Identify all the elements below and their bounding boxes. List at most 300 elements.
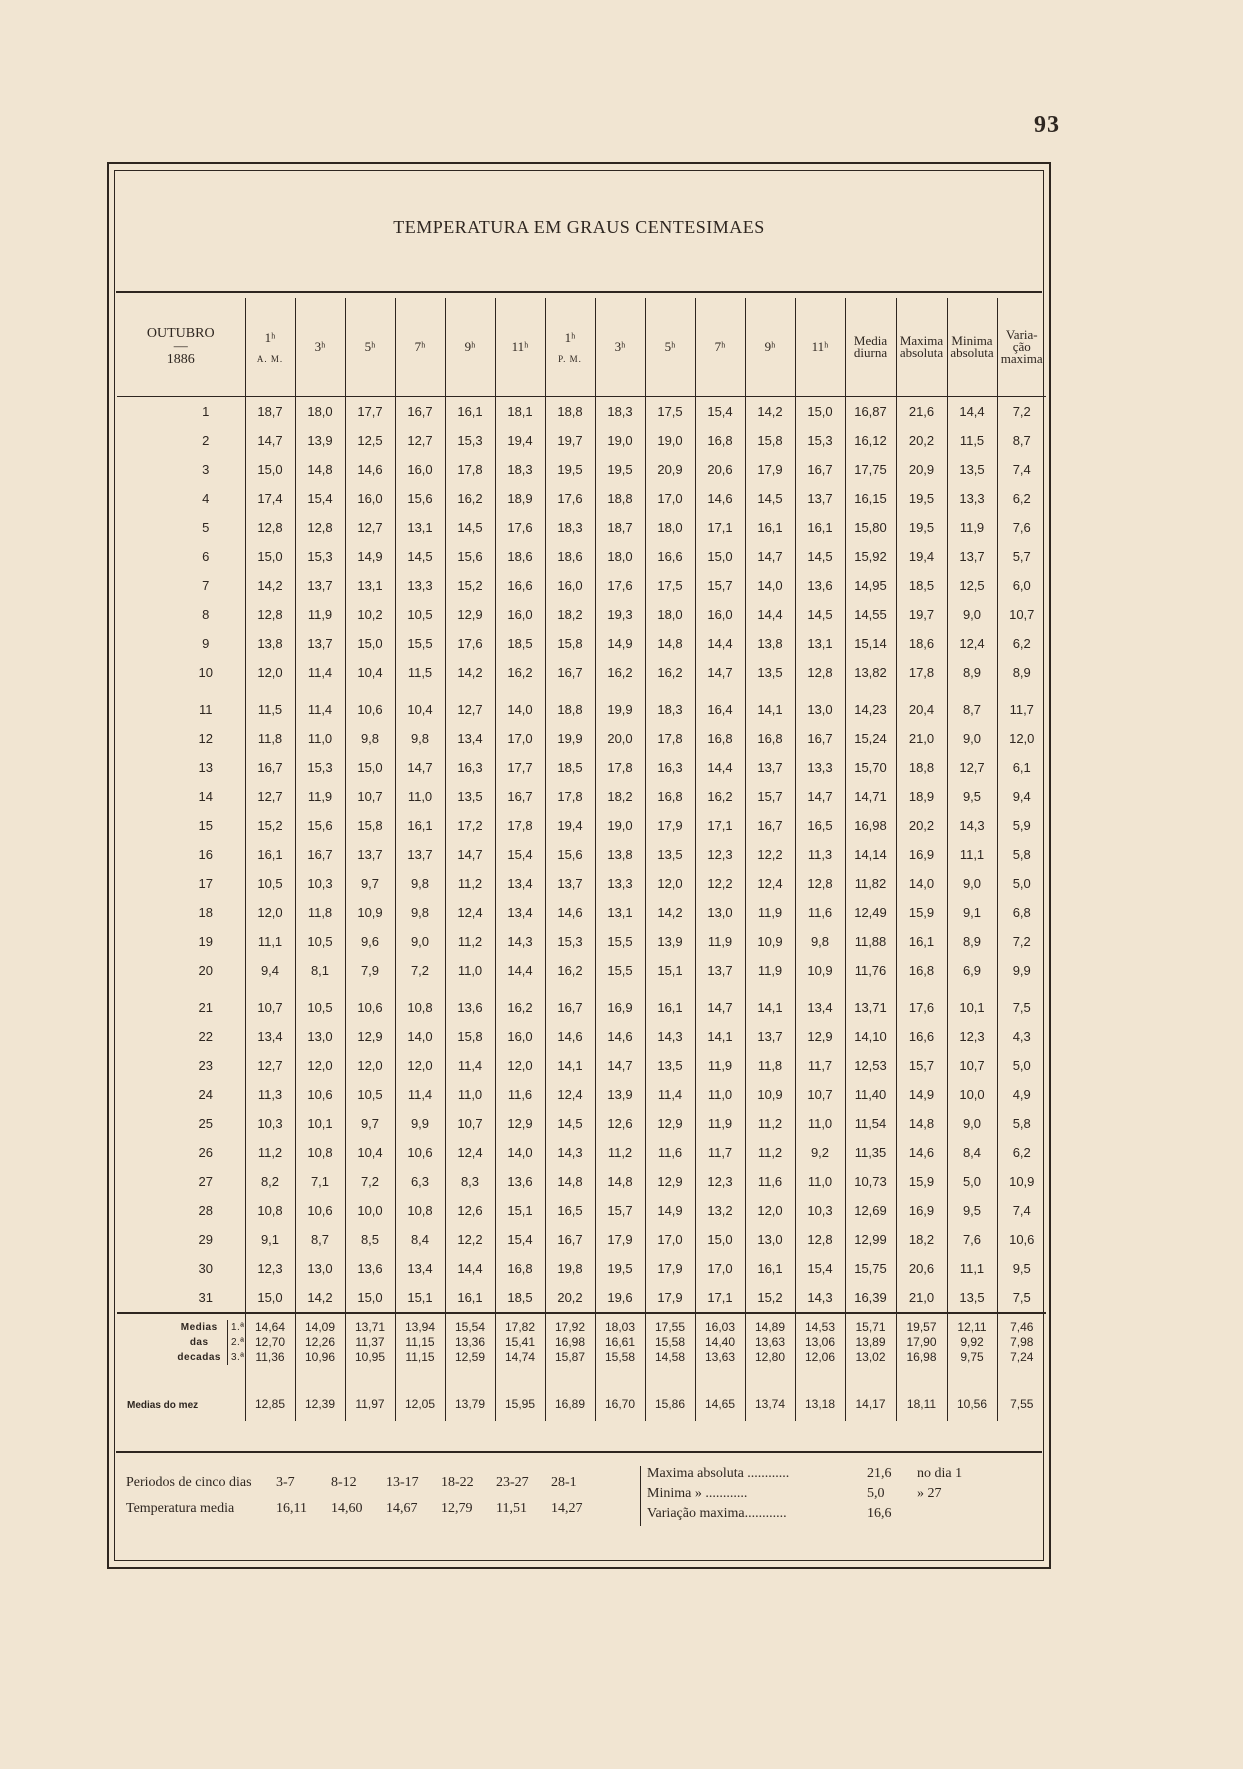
decade-cell	[745, 1313, 795, 1371]
table-cell: 13,7	[395, 840, 445, 869]
table-cell: 17,1	[695, 811, 745, 840]
gap-cell	[795, 687, 845, 695]
period-temp: 14,27	[551, 1501, 583, 1516]
decade-value: 7,24	[1010, 1350, 1034, 1364]
table-cell: 10,6	[295, 1196, 345, 1225]
day-number: 7	[202, 578, 210, 593]
gap-cell	[445, 985, 495, 993]
table-cell: 11,9	[947, 513, 997, 542]
table-cell: 16,7	[545, 1225, 595, 1254]
day-number: 9	[202, 636, 210, 651]
table-cell: 12,7	[947, 753, 997, 782]
table-cell: 13,7	[745, 1022, 795, 1051]
periods-label: Periodos de cinco dias	[126, 1475, 252, 1490]
hour-header: 11ʰ	[795, 298, 845, 397]
table-cell: 17,7	[495, 753, 545, 782]
period-range: 13-17	[386, 1475, 419, 1490]
table-cell: 8,5	[345, 1225, 395, 1254]
table-cell: 11,5	[395, 658, 445, 687]
gap-cell	[695, 687, 745, 695]
decade-value: 12,70	[254, 1335, 286, 1349]
periods-line	[126, 1470, 606, 1496]
maxima-header: Maxima absoluta	[896, 298, 947, 397]
table-cell: 16,7	[545, 658, 595, 687]
period-range: 8-12	[331, 1475, 357, 1490]
decade-value: 15,54	[454, 1320, 486, 1334]
table-cell: 11,4	[295, 658, 345, 687]
table-cell: 18,5	[495, 1283, 545, 1313]
decade-label-line: das	[189, 1337, 209, 1348]
decade-value: 14,64	[254, 1320, 286, 1334]
decade-cell	[695, 1313, 745, 1371]
table-cell: 17,5	[645, 571, 695, 600]
table-cell: 18,5	[545, 753, 595, 782]
table-cell: 7,2	[345, 1167, 395, 1196]
table-row	[117, 1196, 1046, 1225]
table-cell: 14,0	[495, 1138, 545, 1167]
table-cell: 11,3	[795, 840, 845, 869]
day-number: 18	[198, 905, 213, 920]
monthly-value: 13,18	[795, 1371, 845, 1421]
table-cell: 10,6	[997, 1225, 1046, 1254]
gap-cell	[545, 687, 595, 695]
table-cell: 8,7	[997, 426, 1046, 455]
table-cell: 19,4	[545, 811, 595, 840]
table-cell: 11,6	[495, 1080, 545, 1109]
period-temp: 12,79	[441, 1501, 473, 1516]
table-cell: 10,4	[345, 658, 395, 687]
table-cell: 11,0	[295, 724, 345, 753]
decade-value: 16,98	[554, 1335, 586, 1349]
table-cell: 15,4	[495, 1225, 545, 1254]
table-cell: 17,6	[595, 571, 645, 600]
table-cell: 11,6	[745, 1167, 795, 1196]
table-cell: 10,7	[345, 782, 395, 811]
table-cell: 19,4	[495, 426, 545, 455]
table-row	[117, 956, 1046, 985]
table-cell: 13,4	[495, 898, 545, 927]
table-cell: 11,2	[245, 1138, 295, 1167]
table-row	[117, 542, 1046, 571]
gap-cell	[745, 985, 795, 993]
table-cell: 14,8	[295, 455, 345, 484]
table-cell: 14,2	[295, 1283, 345, 1313]
table-cell: 14,2	[745, 397, 795, 427]
table-cell: 8,3	[445, 1167, 495, 1196]
table-cell: 9,1	[245, 1225, 295, 1254]
table-cell: 13,5	[645, 1051, 695, 1080]
table-cell: 14,5	[395, 542, 445, 571]
table-cell: 12,6	[595, 1109, 645, 1138]
monthly-value: 14,65	[695, 1371, 745, 1421]
table-cell: 11,9	[695, 1051, 745, 1080]
table-cell: 12,4	[947, 629, 997, 658]
monthly-value: 14,17	[845, 1371, 896, 1421]
day-number: 20	[198, 963, 213, 978]
page-number: 93	[1034, 112, 1060, 138]
table-cell: 8,9	[947, 658, 997, 687]
table-cell: 14,6	[345, 455, 395, 484]
table-cell: 17,8	[495, 811, 545, 840]
day-number: 22	[198, 1029, 213, 1044]
decade-cell	[445, 1313, 495, 1371]
table-cell: 16,0	[395, 455, 445, 484]
decade-value: 13,71	[354, 1320, 386, 1334]
table-cell: 13,1	[795, 629, 845, 658]
table-cell: 6,9	[947, 956, 997, 985]
table-cell: 16,1	[445, 1283, 495, 1313]
table-cell: 20,2	[896, 426, 947, 455]
table-cell: 17,6	[445, 629, 495, 658]
table-row	[117, 1225, 1046, 1254]
table-cell: 6,3	[395, 1167, 445, 1196]
table-cell: 12,8	[245, 513, 295, 542]
table-cell: 18,0	[645, 600, 695, 629]
table-row	[117, 600, 1046, 629]
table-cell: 16,2	[645, 658, 695, 687]
table-cell: 12,49	[845, 898, 896, 927]
decade-value: 14,74	[504, 1350, 536, 1364]
table-cell: 13,9	[595, 1080, 645, 1109]
table-cell: 15,2	[445, 571, 495, 600]
table-cell: 17,9	[645, 1283, 695, 1313]
decade-value: 14,09	[304, 1320, 336, 1334]
table-row	[117, 658, 1046, 687]
monthly-value: 13,79	[445, 1371, 495, 1421]
table-cell: 13,0	[745, 1225, 795, 1254]
monthly-value: 12,39	[295, 1371, 345, 1421]
table-cell: 15,80	[845, 513, 896, 542]
table-cell: 20,6	[896, 1254, 947, 1283]
table-cell: 19,8	[545, 1254, 595, 1283]
decade-value: 18,03	[604, 1320, 636, 1334]
table-cell: 11,1	[947, 1254, 997, 1283]
table-cell: 12,8	[795, 658, 845, 687]
table-cell: 15,5	[595, 956, 645, 985]
extreme-note: » 27	[917, 1486, 942, 1501]
table-cell: 16,1	[795, 513, 845, 542]
decade-value: 11,15	[405, 1350, 435, 1364]
table-cell: 11,35	[845, 1138, 896, 1167]
table-cell: 14,71	[845, 782, 896, 811]
table-cell: 14,7	[595, 1051, 645, 1080]
table-cell: 19,5	[545, 455, 595, 484]
table-cell: 16,87	[845, 397, 896, 427]
table-cell: 10,9	[745, 1080, 795, 1109]
extreme-value: 16,6	[867, 1506, 892, 1521]
table-cell: 10,0	[947, 1080, 997, 1109]
table-cell: 14,9	[595, 629, 645, 658]
decade-value: 9,92	[960, 1335, 984, 1349]
table-cell: 20,9	[645, 455, 695, 484]
variacao-header: Varia-ção maxima	[997, 298, 1046, 397]
table-cell: 14,1	[545, 1051, 595, 1080]
table-row	[117, 869, 1046, 898]
table-cell: 16,2	[595, 658, 645, 687]
table-cell: 12,4	[545, 1080, 595, 1109]
table-cell: 14,0	[395, 1022, 445, 1051]
table-cell: 14,9	[896, 1080, 947, 1109]
table-cell: 14,6	[545, 898, 595, 927]
table-cell: 6,2	[997, 629, 1046, 658]
table-cell: 15,3	[295, 753, 345, 782]
table-cell: 9,2	[795, 1138, 845, 1167]
table-cell: 14,1	[695, 1022, 745, 1051]
table-cell: 15,3	[445, 426, 495, 455]
table-cell: 19,5	[896, 513, 947, 542]
table-cell: 16,7	[795, 455, 845, 484]
gap-cell	[295, 687, 345, 695]
hour-header: 7ʰ	[395, 298, 445, 397]
table-row	[117, 484, 1046, 513]
table-cell: 15,0	[345, 753, 395, 782]
table-cell: 15,5	[595, 927, 645, 956]
table-cell: 11,4	[295, 695, 345, 724]
table-row	[117, 426, 1046, 455]
table-cell: 10,7	[445, 1109, 495, 1138]
day-number: 4	[202, 491, 210, 506]
table-cell: 14,6	[695, 484, 745, 513]
table-cell: 8,9	[947, 927, 997, 956]
table-row	[117, 753, 1046, 782]
table-cell: 10,7	[997, 600, 1046, 629]
monthly-value: 15,86	[645, 1371, 695, 1421]
table-cell: 12,0	[245, 898, 295, 927]
table-cell: 12,3	[695, 840, 745, 869]
day-number: 27	[198, 1174, 213, 1189]
table-cell: 12,8	[295, 513, 345, 542]
table-cell: 15,70	[845, 753, 896, 782]
table-cell: 16,12	[845, 426, 896, 455]
table-cell: 13,4	[495, 869, 545, 898]
table-cell: 11,0	[795, 1167, 845, 1196]
day-number: 1	[202, 404, 210, 419]
table-cell: 20,2	[896, 811, 947, 840]
table-cell: 16,7	[295, 840, 345, 869]
table-cell: 9,7	[345, 1109, 395, 1138]
table-cell: 16,3	[445, 753, 495, 782]
table-cell: 11,1	[947, 840, 997, 869]
table-cell: 7,2	[997, 927, 1046, 956]
table-cell: 16,7	[495, 782, 545, 811]
hour-header: 1ʰ P. M.	[545, 298, 595, 397]
table-cell: 21,0	[896, 1283, 947, 1313]
table-cell: 16,39	[845, 1283, 896, 1313]
table-row	[117, 782, 1046, 811]
decade-value: 15,41	[504, 1335, 536, 1349]
table-cell: 16,7	[395, 397, 445, 427]
minima-header: Minima absoluta	[947, 298, 997, 397]
gap-cell	[395, 687, 445, 695]
table-cell: 13,3	[947, 484, 997, 513]
table-cell: 15,3	[295, 542, 345, 571]
table-cell: 13,7	[545, 869, 595, 898]
hour-header: 7ʰ	[695, 298, 745, 397]
table-cell: 12,4	[445, 1138, 495, 1167]
table-cell: 11,8	[295, 898, 345, 927]
table-cell: 15,1	[495, 1196, 545, 1225]
table-cell: 17,6	[495, 513, 545, 542]
table-cell: 16,1	[896, 927, 947, 956]
table-cell: 8,7	[295, 1225, 345, 1254]
table-cell: 9,5	[997, 1254, 1046, 1283]
table-cell: 9,1	[947, 898, 997, 927]
gap-cell	[595, 985, 645, 993]
table-cell: 16,0	[345, 484, 395, 513]
decade-cell	[545, 1313, 595, 1371]
extreme-value: 21,6	[867, 1466, 892, 1481]
pm-label: P. M.	[558, 354, 582, 364]
table-cell: 11,7	[795, 1051, 845, 1080]
table-cell: 9,4	[245, 956, 295, 985]
table-cell: 15,0	[345, 1283, 395, 1313]
table-cell: 13,7	[295, 629, 345, 658]
table-cell: 14,4	[745, 600, 795, 629]
table-cell: 9,9	[997, 956, 1046, 985]
day-number: 31	[198, 1290, 213, 1305]
table-cell: 16,15	[845, 484, 896, 513]
table-cell: 14,6	[896, 1138, 947, 1167]
table-row	[117, 1051, 1046, 1080]
table-cell: 17,8	[896, 658, 947, 687]
table-cell: 12,4	[745, 869, 795, 898]
table-cell: 14,3	[947, 811, 997, 840]
table-cell: 8,2	[245, 1167, 295, 1196]
table-cell: 18,3	[645, 695, 695, 724]
extreme-value: 5,0	[867, 1486, 885, 1501]
table-cell: 13,5	[947, 1283, 997, 1313]
table-cell: 10,5	[295, 927, 345, 956]
decade-value: 7,46	[1010, 1320, 1034, 1334]
decade-cell	[645, 1313, 695, 1371]
table-cell: 15,3	[545, 927, 595, 956]
table-title: TEMPERATURA EM GRAUS CENTESIMAES	[393, 217, 765, 237]
gap-cell	[345, 985, 395, 993]
table-cell: 10,9	[795, 956, 845, 985]
table-cell: 18,6	[545, 542, 595, 571]
table-cell: 12,5	[345, 426, 395, 455]
decade-value: 19,57	[906, 1320, 937, 1334]
table-cell: 14,3	[645, 1022, 695, 1051]
extreme-row	[647, 1506, 987, 1526]
table-cell: 12,7	[445, 695, 495, 724]
day-number: 26	[198, 1145, 213, 1160]
monthly-value: 15,95	[495, 1371, 545, 1421]
table-cell: 10,1	[947, 993, 997, 1022]
table-cell: 10,8	[245, 1196, 295, 1225]
table-cell: 18,9	[495, 484, 545, 513]
table-cell: 13,0	[695, 898, 745, 927]
table-row	[117, 1283, 1046, 1313]
table-cell: 14,95	[845, 571, 896, 600]
table-cell: 11,2	[595, 1138, 645, 1167]
table-cell: 15,1	[645, 956, 695, 985]
table-cell: 21,0	[896, 724, 947, 753]
period-temp: 14,67	[386, 1501, 418, 1516]
table-cell: 14,7	[445, 840, 495, 869]
table-cell: 10,3	[295, 869, 345, 898]
table-cell: 4,3	[997, 1022, 1046, 1051]
table-cell: 11,2	[745, 1109, 795, 1138]
table-row	[117, 1080, 1046, 1109]
table-cell: 14,7	[395, 753, 445, 782]
media-header: Media diurna	[845, 298, 896, 397]
table-cell: 17,7	[345, 397, 395, 427]
table-cell: 13,7	[295, 571, 345, 600]
table-cell: 11,0	[445, 1080, 495, 1109]
table-cell: 14,0	[896, 869, 947, 898]
gap-cell	[117, 985, 245, 993]
gap-cell	[395, 985, 445, 993]
table-cell: 13,1	[595, 898, 645, 927]
table-cell: 16,3	[645, 753, 695, 782]
gap-cell	[245, 687, 295, 695]
table-cell: 7,4	[997, 1196, 1046, 1225]
decade-value: 13,63	[704, 1350, 736, 1364]
table-cell: 12,0	[245, 658, 295, 687]
table-cell: 18,3	[595, 397, 645, 427]
decade-value: 13,06	[804, 1335, 836, 1349]
day-number: 15	[198, 818, 213, 833]
table-cell: 17,8	[645, 724, 695, 753]
decade-value: 17,90	[906, 1335, 937, 1349]
table-cell: 14,23	[845, 695, 896, 724]
table-cell: 6,8	[997, 898, 1046, 927]
decade-value: 13,63	[754, 1335, 786, 1349]
table-cell: 13,8	[745, 629, 795, 658]
table-cell: 13,7	[947, 542, 997, 571]
table-cell: 12,53	[845, 1051, 896, 1080]
table-cell: 10,5	[345, 1080, 395, 1109]
day-number: 28	[198, 1203, 213, 1218]
table-cell: 11,54	[845, 1109, 896, 1138]
table-cell: 20,2	[545, 1283, 595, 1313]
table-cell: 15,3	[795, 426, 845, 455]
table-cell: 12,9	[645, 1109, 695, 1138]
month-header	[117, 298, 245, 397]
table-cell: 13,6	[495, 1167, 545, 1196]
table-row	[117, 1254, 1046, 1283]
decade-value: 12,06	[804, 1350, 836, 1364]
table-cell: 16,5	[795, 811, 845, 840]
table-cell: 15,8	[345, 811, 395, 840]
table-cell: 10,6	[345, 993, 395, 1022]
table-cell: 14,8	[545, 1167, 595, 1196]
decade-value: 14,58	[654, 1350, 686, 1364]
table-cell: 12,99	[845, 1225, 896, 1254]
table-cell: 5,8	[997, 1109, 1046, 1138]
table-cell: 12,69	[845, 1196, 896, 1225]
table-cell: 13,5	[745, 658, 795, 687]
table-cell: 16,98	[845, 811, 896, 840]
hour-header: 3ʰ	[595, 298, 645, 397]
table-cell: 11,2	[745, 1138, 795, 1167]
table-cell: 15,6	[295, 811, 345, 840]
table-cell: 5,0	[997, 869, 1046, 898]
table-cell: 6,1	[997, 753, 1046, 782]
table-cell: 16,0	[495, 1022, 545, 1051]
table-cell: 10,9	[745, 927, 795, 956]
table-cell: 14,0	[495, 695, 545, 724]
gap-cell	[345, 687, 395, 695]
table-cell: 16,6	[896, 1022, 947, 1051]
table-cell: 13,6	[445, 993, 495, 1022]
table-cell: 17,9	[595, 1225, 645, 1254]
table-cell: 17,9	[745, 455, 795, 484]
table-cell: 10,4	[345, 1138, 395, 1167]
table-cell: 9,0	[947, 600, 997, 629]
table-cell: 11,88	[845, 927, 896, 956]
